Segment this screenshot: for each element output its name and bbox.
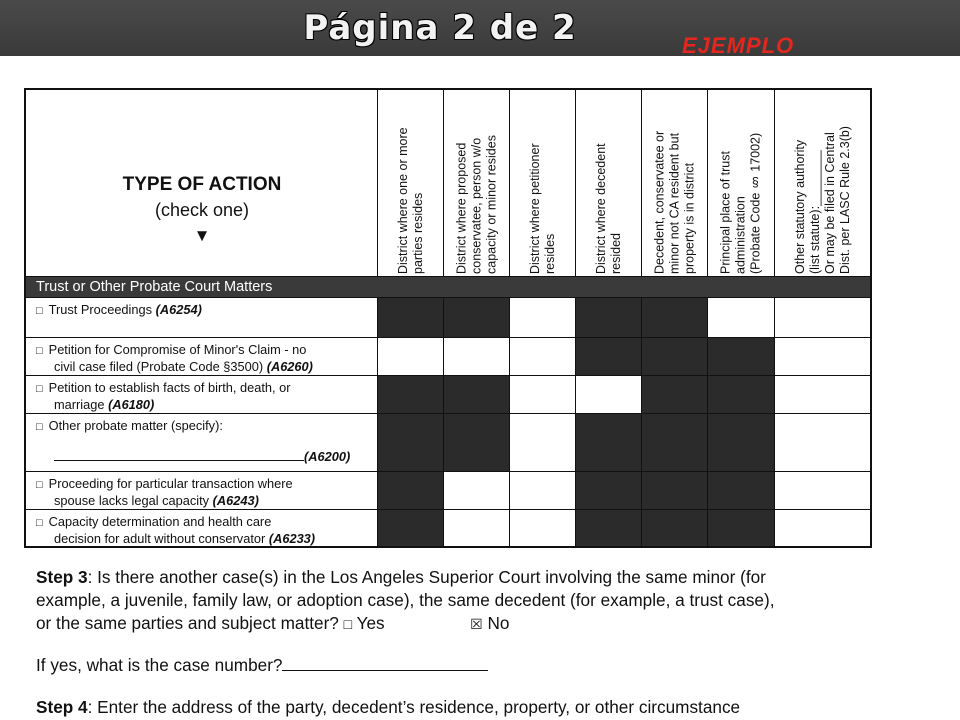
table-cell bbox=[576, 414, 642, 471]
column-header-text: District where decedent resided bbox=[593, 143, 623, 274]
table-cell bbox=[510, 414, 576, 471]
step-3-label: Step 3 bbox=[36, 567, 88, 587]
yes-checkbox[interactable]: □ bbox=[343, 616, 353, 632]
checkbox[interactable]: □ bbox=[36, 517, 43, 529]
table-cell bbox=[444, 376, 510, 413]
table-cell bbox=[642, 376, 708, 413]
table-cell bbox=[642, 414, 708, 471]
sample-label: EJEMPLO bbox=[682, 33, 795, 58]
table-cell bbox=[576, 338, 642, 375]
row-label bbox=[26, 338, 378, 375]
column-header-4 bbox=[576, 90, 642, 276]
column-header-2 bbox=[444, 90, 510, 276]
row-code: (A6180) bbox=[108, 397, 155, 412]
type-of-action-subtitle: (check one) bbox=[154, 200, 250, 220]
row-code: (A6200) bbox=[304, 449, 351, 464]
table-cell bbox=[378, 414, 444, 471]
row-label bbox=[26, 298, 378, 337]
column-header-text: Decedent, conservatee or minor not CA resident but property is in district bbox=[652, 130, 696, 274]
column-header-6 bbox=[708, 90, 775, 276]
row-code: (A6260) bbox=[266, 359, 313, 374]
page-title: Página 2 de 2 bbox=[303, 8, 577, 48]
column-header-1 bbox=[378, 90, 444, 276]
row-label bbox=[26, 376, 378, 413]
row-code: (A6254) bbox=[155, 302, 202, 317]
table-row bbox=[26, 414, 870, 472]
table-row bbox=[26, 376, 870, 414]
step-3-text: example, a juvenile, family law, or adoption case), the same decedent (for example, a trust case), bbox=[36, 590, 775, 610]
row-text: Trust Proceedings bbox=[48, 302, 156, 317]
checkbox[interactable]: □ bbox=[36, 305, 43, 317]
column-header-7 bbox=[775, 90, 870, 276]
table-cell bbox=[642, 298, 708, 337]
column-header-text: Other statutory authority (list statute):________ Or may be filed in Central Dist. per LASC Rule 2.3(b) bbox=[792, 126, 852, 274]
row-text: Proceeding for particular transaction where bbox=[48, 476, 293, 491]
column-header-3 bbox=[510, 90, 576, 276]
yes-label: Yes bbox=[356, 613, 385, 633]
step-3-text: : Is there another case(s) in the Los Angeles Superior Court involving the same minor (for bbox=[87, 567, 766, 587]
step-4 bbox=[36, 696, 876, 719]
row-text: Petition to establish facts of birth, death, or bbox=[48, 380, 291, 395]
table-cell bbox=[775, 338, 870, 375]
table-cell bbox=[444, 472, 510, 509]
row-label bbox=[26, 472, 378, 509]
table-cell bbox=[708, 298, 775, 337]
checkbox[interactable]: □ bbox=[36, 479, 43, 491]
row-code: (A6243) bbox=[212, 493, 259, 508]
table-cell bbox=[444, 338, 510, 375]
row-text: Capacity determination and health care bbox=[48, 514, 272, 529]
column-header-text: District where proposed conservatee, person w/o capacity or minor resides bbox=[454, 135, 498, 274]
table-cell bbox=[378, 376, 444, 413]
type-of-action-title: TYPE OF ACTION bbox=[122, 174, 282, 195]
no-checkbox[interactable]: ☒ bbox=[470, 616, 483, 632]
row-text: spouse lacks legal capacity bbox=[54, 493, 213, 508]
table-cell bbox=[708, 472, 775, 509]
column-header-text: District where petitioner resides bbox=[527, 143, 557, 274]
table-cell bbox=[708, 338, 775, 375]
table-cell bbox=[775, 298, 870, 337]
table-cell bbox=[775, 510, 870, 546]
table-cell bbox=[378, 510, 444, 546]
step-4-text: : Enter the address of the party, decedent’s residence, property, or other circumstance bbox=[87, 697, 741, 717]
checkbox[interactable]: □ bbox=[36, 345, 43, 357]
table-cell bbox=[576, 472, 642, 509]
case-number-label: If yes, what is the case number? bbox=[36, 655, 283, 675]
type-of-action-table bbox=[24, 88, 872, 548]
type-of-action-header bbox=[26, 90, 378, 276]
column-header-text: District where one or more parties resides bbox=[395, 127, 425, 274]
table-row bbox=[26, 298, 870, 338]
table-cell bbox=[444, 414, 510, 471]
table-row bbox=[26, 338, 870, 376]
row-label bbox=[26, 510, 378, 546]
table-cell bbox=[642, 510, 708, 546]
table-cell bbox=[576, 376, 642, 413]
case-number-question bbox=[36, 654, 876, 677]
table-cell bbox=[642, 338, 708, 375]
checkbox[interactable]: □ bbox=[36, 421, 43, 433]
table-cell bbox=[576, 510, 642, 546]
row-code: (A6233) bbox=[268, 531, 316, 546]
table-cell bbox=[510, 510, 576, 546]
table-cell bbox=[576, 298, 642, 337]
column-header-5 bbox=[642, 90, 708, 276]
table-row bbox=[26, 510, 870, 546]
table-cell bbox=[510, 298, 576, 337]
table-cell bbox=[378, 338, 444, 375]
table-cell bbox=[510, 376, 576, 413]
step-3-text: or the same parties and subject matter? bbox=[36, 613, 344, 633]
table-cell bbox=[708, 376, 775, 413]
down-arrow-icon: ▼ bbox=[193, 226, 211, 245]
table-cell bbox=[708, 414, 775, 471]
row-text: Other probate matter (specify): bbox=[48, 418, 223, 433]
row-text: Petition for Compromise of Minor's Claim - no bbox=[48, 342, 307, 357]
table-cell bbox=[775, 414, 870, 471]
section-title: Trust or Other Probate Court Matters bbox=[36, 279, 273, 295]
case-number-input[interactable] bbox=[282, 655, 488, 671]
table-cell bbox=[510, 472, 576, 509]
row-label bbox=[26, 414, 378, 471]
row-text: civil case filed (Probate Code §3500) bbox=[54, 359, 267, 374]
table-cell bbox=[775, 472, 870, 509]
no-label: No bbox=[487, 613, 510, 633]
table-cell bbox=[444, 510, 510, 546]
row-text: decision for adult without conservator bbox=[54, 531, 269, 546]
table-cell bbox=[708, 510, 775, 546]
specify-line[interactable] bbox=[54, 449, 304, 461]
checkbox[interactable]: □ bbox=[36, 383, 43, 395]
table-cell bbox=[378, 472, 444, 509]
step-4-label: Step 4 bbox=[36, 697, 88, 717]
table-row bbox=[26, 472, 870, 510]
row-text: marriage bbox=[54, 397, 109, 412]
column-header-text: Principal place of trust administration (Probate Code § 17002) bbox=[718, 132, 763, 274]
table-cell bbox=[378, 298, 444, 337]
section-bar bbox=[26, 276, 870, 298]
step-3 bbox=[36, 566, 876, 636]
table-cell bbox=[510, 338, 576, 375]
table-cell bbox=[775, 376, 870, 413]
table-cell bbox=[444, 298, 510, 337]
table-cell bbox=[642, 472, 708, 509]
